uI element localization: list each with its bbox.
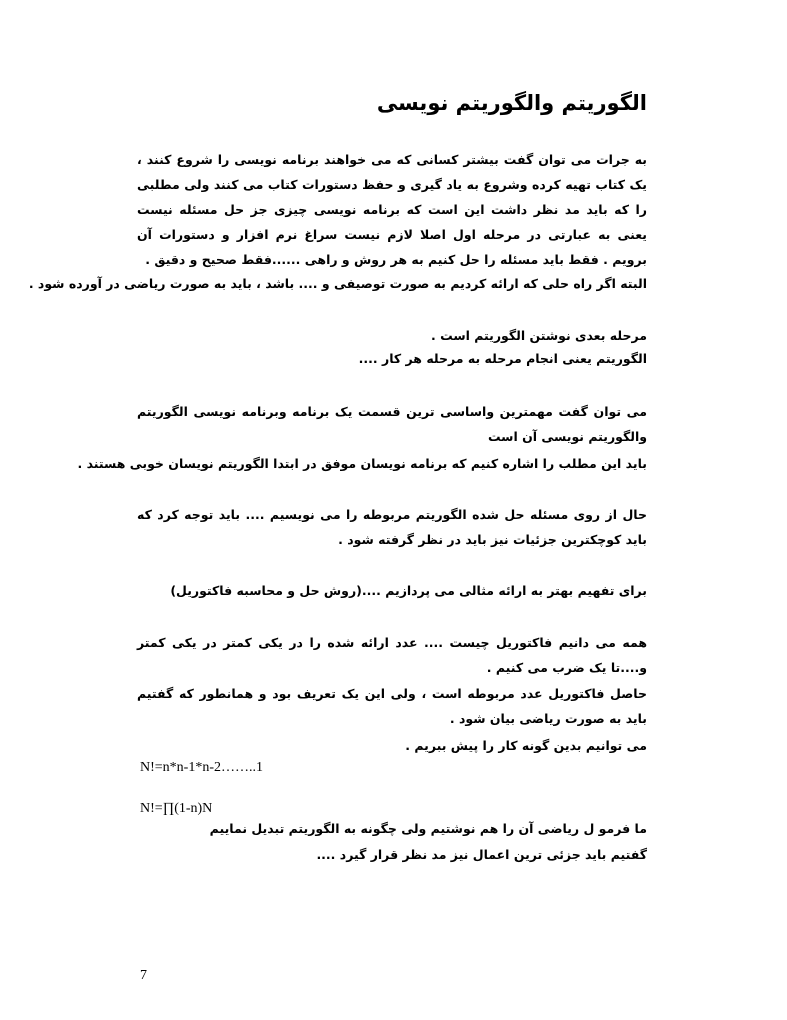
paragraph-importance: می توان گفت مهمترین واساسی ترین قسمت یک برنامه وبرنامه نویسی الگوریتم والگوریتم نویسی آن است <box>137 404 647 444</box>
page-title: الگوریتم والگوریتم نویسی <box>376 91 647 115</box>
paragraph-next-step: مرحله بعدی نوشتن الگوریتم است . <box>430 328 647 343</box>
paragraph-algorithm-definition: الگوریتم یعنی انجام مرحله به مرحله هر کار .... <box>358 351 647 366</box>
paragraph-math-form: البته اگر راه حلی که ارائه کردیم به صورت توصیفی و .... باشد ، باید به صورت ریاضی در آورده شود . <box>28 276 647 291</box>
page-number: 7 <box>140 968 147 983</box>
paragraph-proceed: می توانیم بدین گونه کار را پیش ببریم . <box>405 738 647 753</box>
paragraph-example-intro: برای تفهیم بهتر به ارائه مثالی می پردازیم ....(روش حل و محاسبه فاکتوریل) <box>170 583 647 598</box>
paragraph-detail-note: گفتیم باید جزئی ترین اعمال نیز مد نظر قرار گیرد .... <box>316 847 647 862</box>
formula-factorial-product: N!=n*n-1*n-2……..1 <box>140 760 263 775</box>
paragraph-write-algorithm: حال از روی مسئله حل شده الگوریتم مربوطه را می نویسیم .... باید توجه کرد که باید کوچکترین جزئیات نیز باید در نظر گرفته شود . <box>137 507 647 547</box>
paragraph-factorial-definition: همه می دانیم فاکتوریل چیست .... عدد ارائه شده را در یکی کمتر در یکی کمتر و....تا یک ضرب می کنیم . <box>137 635 647 675</box>
paragraph-factorial-result: حاصل فاکتوریل عدد مربوطه است ، ولی این یک تعریف بود و همانطور که گفتیم باید به صورت ریاضی بیان شود . <box>137 686 647 726</box>
paragraph-intro: به جرات می توان گفت بیشتر کسانی که می خواهند برنامه نویسی را شروع کنند ، یک کتاب تهیه کرده وشروع به یاد گیری و حفظ دستورات کتاب می کنند ولی مطلبی را که باید مد نظر داشت این است که برنامه نویسی چیزی جز حل مسئله نیست یعنی به عبارتی در مرحله اول اصلا لازم نیست سراغ نرم افزار و دستورات آن برویم . فقط باید مسئله را حل کنیم به هر روش و راهی ......فقط صحیح و دقیق . <box>137 152 647 267</box>
paragraph-successful-programmers: باید این مطلب را اشاره کنیم که برنامه نویسان موفق در ابتدا الگوریتم نویسان خوبی هستند . <box>77 456 647 471</box>
formula-factorial-pi: N!=∏(1-n)N <box>140 801 213 816</box>
paragraph-convert-formula: ما فرمو ل ریاضی آن را هم نوشتیم ولی چگونه به الگوریتم تبدیل نماییم <box>209 821 647 836</box>
